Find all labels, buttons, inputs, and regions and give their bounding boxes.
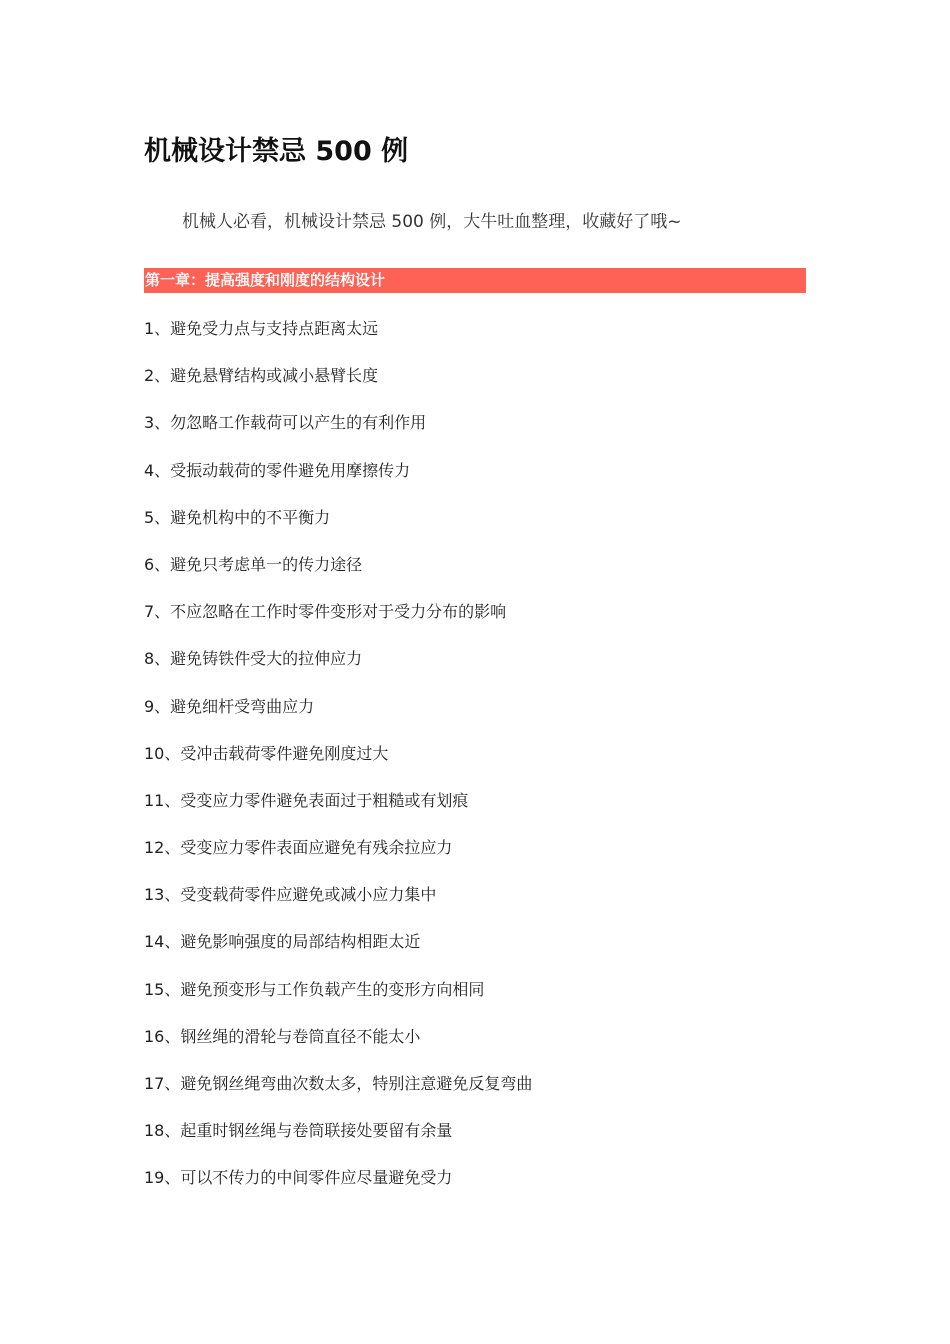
intro-paragraph: 机械人必看，机械设计禁忌 500 例，大牛吐血整理，收藏好了哦~	[182, 212, 682, 232]
rule-item: 12、受变应力零件表面应避免有残余拉应力	[144, 838, 453, 858]
chapter-heading-highlight	[144, 268, 806, 293]
rule-item: 8、避免铸铁件受大的拉伸应力	[144, 649, 363, 669]
rule-item: 3、勿忽略工作载荷可以产生的有利作用	[144, 413, 427, 433]
rule-item: 9、避免细杆受弯曲应力	[144, 696, 315, 716]
rule-item: 15、避免预变形与工作负载产生的变形方向相同	[144, 979, 485, 999]
rule-item: 19、可以不传力的中间零件应尽量避免受力	[144, 1168, 453, 1188]
rule-item: 16、钢丝绳的滑轮与卷筒直径不能太小	[144, 1026, 421, 1046]
rule-item: 7、不应忽略在工作时零件变形对于受力分布的影响	[144, 602, 507, 622]
rule-list	[144, 316, 532, 1213]
chapter-heading: 第一章：提高强度和刚度的结构设计	[145, 271, 386, 289]
rule-item: 5、避免机构中的不平衡力	[144, 507, 331, 527]
rule-item: 4、受振动载荷的零件避免用摩擦传力	[144, 460, 411, 480]
rule-item: 2、避免悬臂结构或减小悬臂长度	[144, 366, 379, 386]
rule-item: 10、受冲击载荷零件避免刚度过大	[144, 743, 389, 763]
rule-item: 11、受变应力零件避免表面过于粗糙或有划痕	[144, 790, 469, 810]
document-title: 机械设计禁忌 500 例	[144, 136, 409, 167]
rule-item: 17、避免钢丝绳弯曲次数太多，特别注意避免反复弯曲	[144, 1074, 533, 1093]
rule-item: 14、避免影响强度的局部结构相距太近	[144, 932, 421, 952]
rule-item: 18、起重时钢丝绳与卷筒联接处要留有余量	[144, 1121, 453, 1141]
rule-item: 13、受变载荷零件应避免或减小应力集中	[144, 885, 437, 905]
rule-item: 1、避免受力点与支持点距离太远	[144, 319, 379, 338]
rule-item: 6、避免只考虑单一的传力途径	[144, 554, 363, 574]
